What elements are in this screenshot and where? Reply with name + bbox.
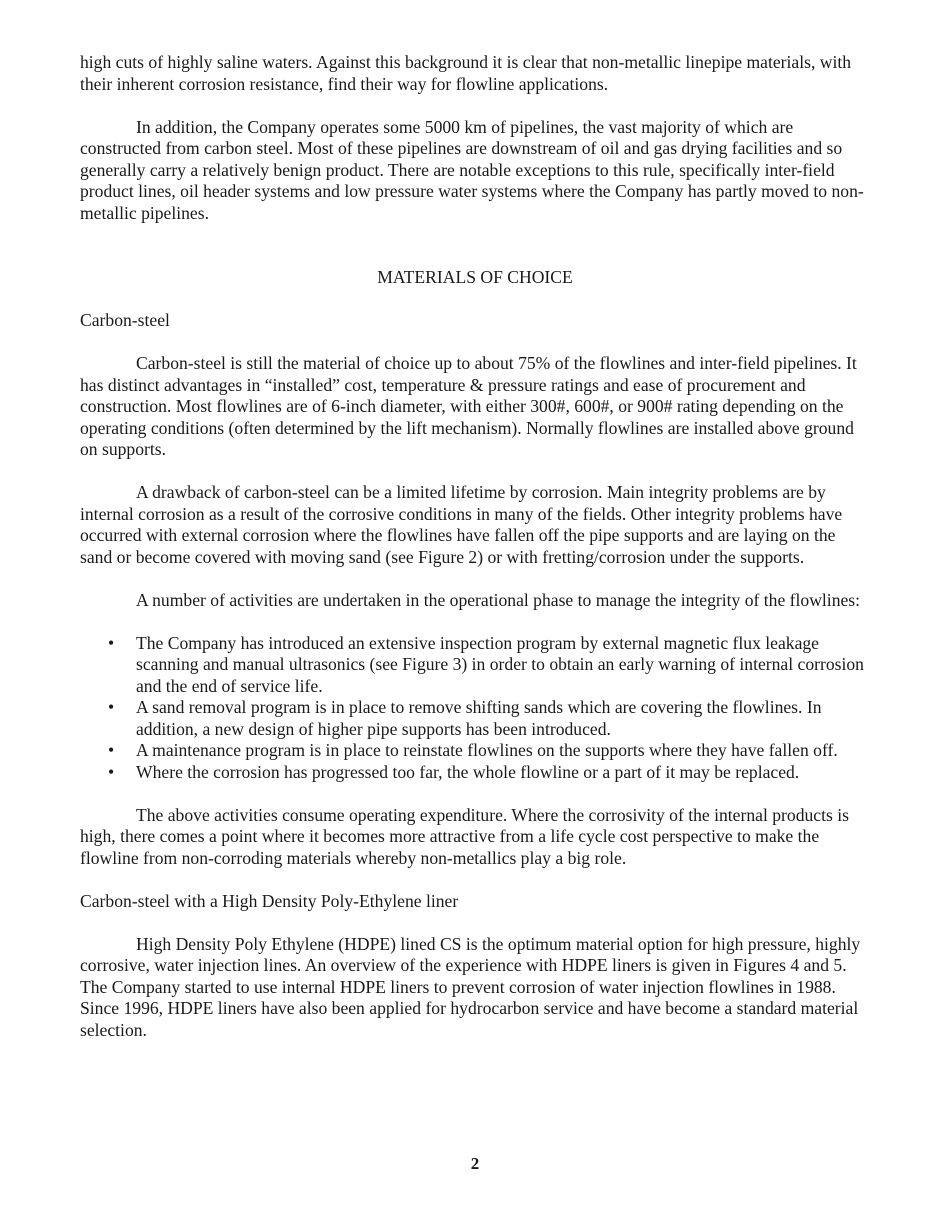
paragraph-carbon-steel-drawback: A drawback of carbon-steel can be a limited lifetime by corrosion. Main integrity problems are by internal corrosion as a result of the corrosive conditions in many of the fields. Other integrity problems have occurred with external corrosion where the flowlines have fallen off the pipe supports and are laying on the sand or become covered with moving sand (see Figure 2) or with fretting/corrosion under the supports. [80,482,843,567]
list-item [80,633,870,698]
activities-list [80,633,870,784]
list-item-text: A maintenance program is in place to reinstate flowlines on the supports where they have fallen off. [136,740,838,760]
list-item [80,740,870,762]
list-item-text: Where the corrosion has progressed too far, the whole flowline or a part of it may be replaced. [136,761,800,782]
bullet-icon: • [108,697,115,717]
bullet-icon: • [108,740,115,760]
paragraph-pipelines: In addition, the Company operates some 5000 km of pipelines, the vast majority of which are constructed from carbon steel. Most of these pipelines are downstream of oil and gas drying facilities and so generally carry a relatively benign product. There are notable exceptions to this rule, specifically inter-field product lines, oil header systems and low pressure water systems where the Company has partly moved to non-metallic pipelines. [80,116,864,223]
paragraph-carbon-steel-choice: Carbon-steel is still the material of choice up to about 75% of the flowlines and inter-field pipelines. It has distinct advantages in “installed” cost, temperature & pressure ratings and ease of procurement and construction. Most flowlines are of 6-inch diameter, with either 300#, 600#, or 900# rating depending on the operating conditions (often determined by the lift mechanism). Normally flowlines are installed above ground on supports. [80,353,857,459]
list-item [80,762,870,784]
subheading-carbon-steel: Carbon-steel [80,310,170,330]
list-item-text: A sand removal program is in place to remove shifting sands which are covering the flowlines. In addition, a new design of higher pipe supports has been introduced. [136,697,822,739]
list-item [80,697,870,740]
paragraph-intro-continued: high cuts of highly saline waters. Against this background it is clear that non-metallic linepipe materials, with their inherent corrosion resistance, find their way for flowline applications. [80,52,852,94]
list-item-text: The Company has introduced an extensive inspection program by external magnetic flux leakage scanning and manual ultrasonics (see Figure 3) in order to obtain an early warning of internal corrosion and the end of service life. [136,632,864,696]
paragraph-activities-intro: A number of activities are undertaken in the operational phase to manage the integrity of the flowlines: [136,589,861,610]
paragraph-hdpe-liner: High Density Poly Ethylene (HDPE) lined CS is the optimum material option for high pressure, highly corrosive, water injection lines. An overview of the experience with HDPE liners is given in Figures 4 and 5. The Company started to use internal HDPE liners to prevent corrosion of water injection flowlines in 1988. Since 1996, HDPE liners have also been applied for hydrocarbon service and have become a standard material selection. [80,933,861,1040]
subheading-hdpe-liner: Carbon-steel with a High Density Poly-Ethylene liner [80,890,459,911]
bullet-icon: • [108,632,115,653]
page-number: 2 [470,1154,480,1173]
paragraph-operating-expenditure: The above activities consume operating expenditure. Where the corrosivity of the internal products is high, there comes a point where it becomes more attractive from a life cycle cost perspective to make the flowline from non-corroding materials whereby non-metallics play a big role. [80,804,849,868]
bullet-icon: • [108,761,115,782]
page-body [80,52,870,1041]
section-heading: MATERIALS OF CHOICE [377,267,573,287]
